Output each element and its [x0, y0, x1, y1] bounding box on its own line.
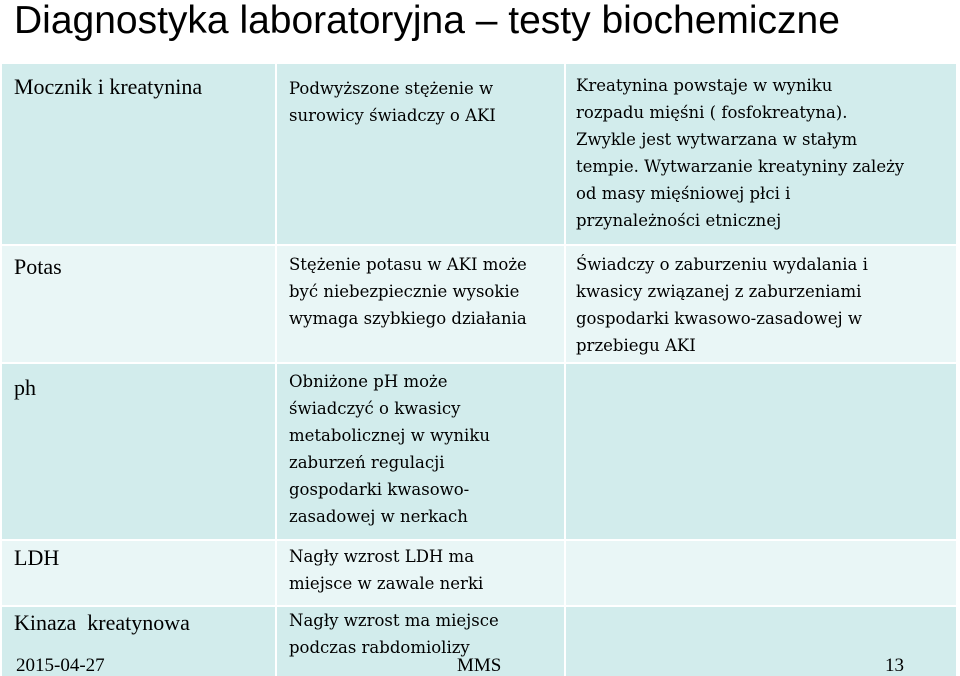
- comment-cell: [566, 541, 956, 605]
- parameter-cell: [2, 364, 275, 539]
- parameter-label: LDH: [14, 545, 60, 570]
- parameter-cell: [2, 246, 275, 362]
- slide-number: 13: [885, 655, 904, 676]
- footer-author: MMS: [457, 655, 502, 676]
- comment-cell: [566, 246, 956, 362]
- finding-text: Stężenie potasu w AKI może być niebezpiecznie wysokie wymaga szybkiego działania: [289, 255, 527, 328]
- table-row: [2, 364, 956, 539]
- comment-text: Kreatynina powstaje w wyniku rozpadu mięśni ( fosfokreatyna). Zwykle jest wytwarzana w stałym tempie. Wytwarzanie kreatyniny zależy od masy mięśniowej płci i przynależności etnicznej: [576, 76, 905, 230]
- comment-text: Świadczy o zaburzeniu wydalania i kwasicy związanej z zaburzeniami gospodarki kwasowo-zasadowej w przebiegu AKI: [576, 255, 868, 355]
- finding-cell: [277, 64, 564, 244]
- parameter-label: Mocznik i kreatynina: [14, 74, 203, 99]
- finding-text: Podwyższone stężenie w surowicy świadczy o AKI: [289, 79, 496, 125]
- findings-table: [2, 64, 956, 676]
- parameter-cell: [2, 64, 275, 244]
- finding-cell: [277, 607, 564, 676]
- comment-cell: [566, 64, 956, 244]
- finding-text: Obniżone pH może świadczyć o kwasicy metabolicznej w wyniku zaburzeń regulacji gospodarki kwasowo- zasadowej w nerkach: [289, 372, 490, 526]
- slide-title: Diagnostyka laboratoryjna – testy biochemiczne: [14, 0, 840, 42]
- table-row: [2, 64, 956, 244]
- finding-cell: [277, 541, 564, 605]
- comment-cell: [566, 364, 956, 539]
- parameter-label: Potas: [14, 254, 62, 279]
- finding-text: Nagły wzrost LDH ma miejsce w zawale nerki: [289, 547, 484, 593]
- table-row: [2, 541, 956, 605]
- table-row: [2, 246, 956, 362]
- parameter-label: ph: [14, 375, 36, 400]
- parameter-label: Kinaza kreatynowa: [14, 610, 190, 635]
- finding-cell: [277, 246, 564, 362]
- footer-date: 2015-04-27: [16, 655, 105, 676]
- finding-text: Nagły wzrost ma miejsce podczas rabdomiolizy: [289, 611, 499, 657]
- parameter-cell: [2, 541, 275, 605]
- finding-cell: [277, 364, 564, 539]
